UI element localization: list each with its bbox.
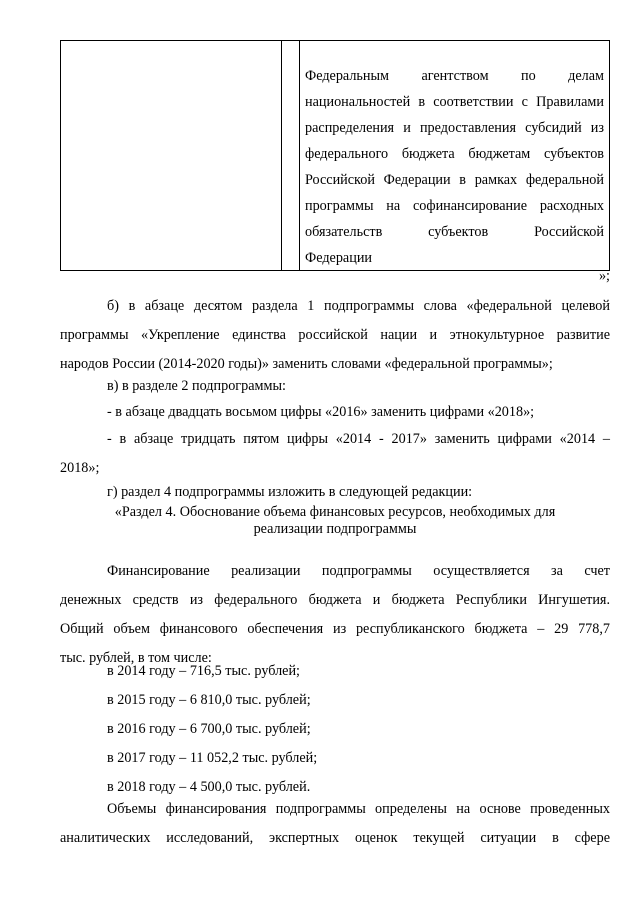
paragraph-g bbox=[60, 478, 610, 507]
paragraph-line: программы «Укрепление единства российской нации и этнокультурное развитие bbox=[60, 327, 610, 343]
paragraph-line: денежных средств из федерального бюджета и бюджета Республики Ингушетия. bbox=[60, 592, 610, 608]
paragraph-line: аналитических исследований, экспертных оценок текущей ситуации в сфере bbox=[60, 830, 610, 846]
paragraph-v1 bbox=[60, 398, 610, 427]
paragraph-line: Финансирование реализации подпрограммы осуществляется за счет bbox=[107, 563, 610, 579]
paragraph-line: в) в разделе 2 подпрограммы: bbox=[107, 378, 286, 394]
paragraph-line: 2018»; bbox=[60, 460, 100, 476]
year-item: в 2015 году – 6 810,0 тыс. рублей; bbox=[107, 692, 311, 708]
table bbox=[60, 40, 610, 271]
table-cell-line: программы на софинансирование расходных bbox=[305, 198, 604, 214]
section-heading bbox=[60, 504, 610, 538]
table-cell-line: национальностей в соответствии с Правилами bbox=[305, 94, 604, 110]
table-cell-narrow bbox=[281, 41, 300, 270]
year-item: в 2017 году – 11 052,2 тыс. рублей; bbox=[107, 750, 318, 766]
paragraph-line: г) раздел 4 подпрограммы изложить в следующей редакции: bbox=[107, 484, 473, 500]
paragraph-line: - в абзаце двадцать восьмом цифры «2016» заменить цифрами «2018»; bbox=[107, 404, 535, 420]
paragraph-b bbox=[60, 292, 610, 379]
paragraph-line: - в абзаце тридцать пятом цифры «2014 - 2017» заменить цифрами «2014 – bbox=[107, 431, 610, 447]
paragraph-line: народов России (2014-2020 годы)» заменить словами «федеральной программы»; bbox=[60, 356, 553, 372]
year-list bbox=[60, 657, 610, 802]
table-cell-text bbox=[305, 63, 604, 271]
table-cell-line: федерального бюджета бюджетам субъектов bbox=[305, 146, 604, 162]
table-cell-line: распределения и предоставления субсидий из bbox=[305, 120, 604, 136]
paragraph-v2 bbox=[60, 425, 610, 483]
paragraph-line: б) в абзаце десятом раздела 1 подпрограммы слова «федеральной целевой bbox=[107, 298, 610, 314]
paragraph-v bbox=[60, 372, 610, 401]
heading-line: «Раздел 4. Обоснование объема финансовых ресурсов, необходимых для bbox=[114, 504, 556, 520]
year-item: в 2016 году – 6 700,0 тыс. рублей; bbox=[107, 721, 311, 737]
table-cell-empty bbox=[61, 41, 282, 270]
financing-paragraph bbox=[60, 557, 610, 673]
paragraph-line: тыс. рублей, в том числе: bbox=[60, 650, 212, 666]
closing-quote: »; bbox=[598, 268, 610, 284]
table-cell-line: Федеральным агентством по делам bbox=[305, 68, 604, 84]
year-item: в 2018 году – 4 500,0 тыс. рублей. bbox=[107, 779, 311, 795]
table-cell-line: обязательств субъектов Российской bbox=[305, 224, 604, 240]
paragraph-line: Объемы финансирования подпрограммы определены на основе проведенных bbox=[107, 801, 610, 817]
table-cell-line: Российской Федерации в рамках федеральной bbox=[305, 172, 604, 188]
last-paragraph bbox=[60, 795, 610, 853]
heading-line: реализации подпрограммы bbox=[253, 521, 417, 537]
table-cell-line: Федерации bbox=[305, 250, 373, 266]
paragraph-line: Общий объем финансового обеспечения из республиканского бюджета – 29 778,7 bbox=[60, 621, 610, 637]
year-item: в 2014 году – 716,5 тыс. рублей; bbox=[107, 663, 300, 679]
